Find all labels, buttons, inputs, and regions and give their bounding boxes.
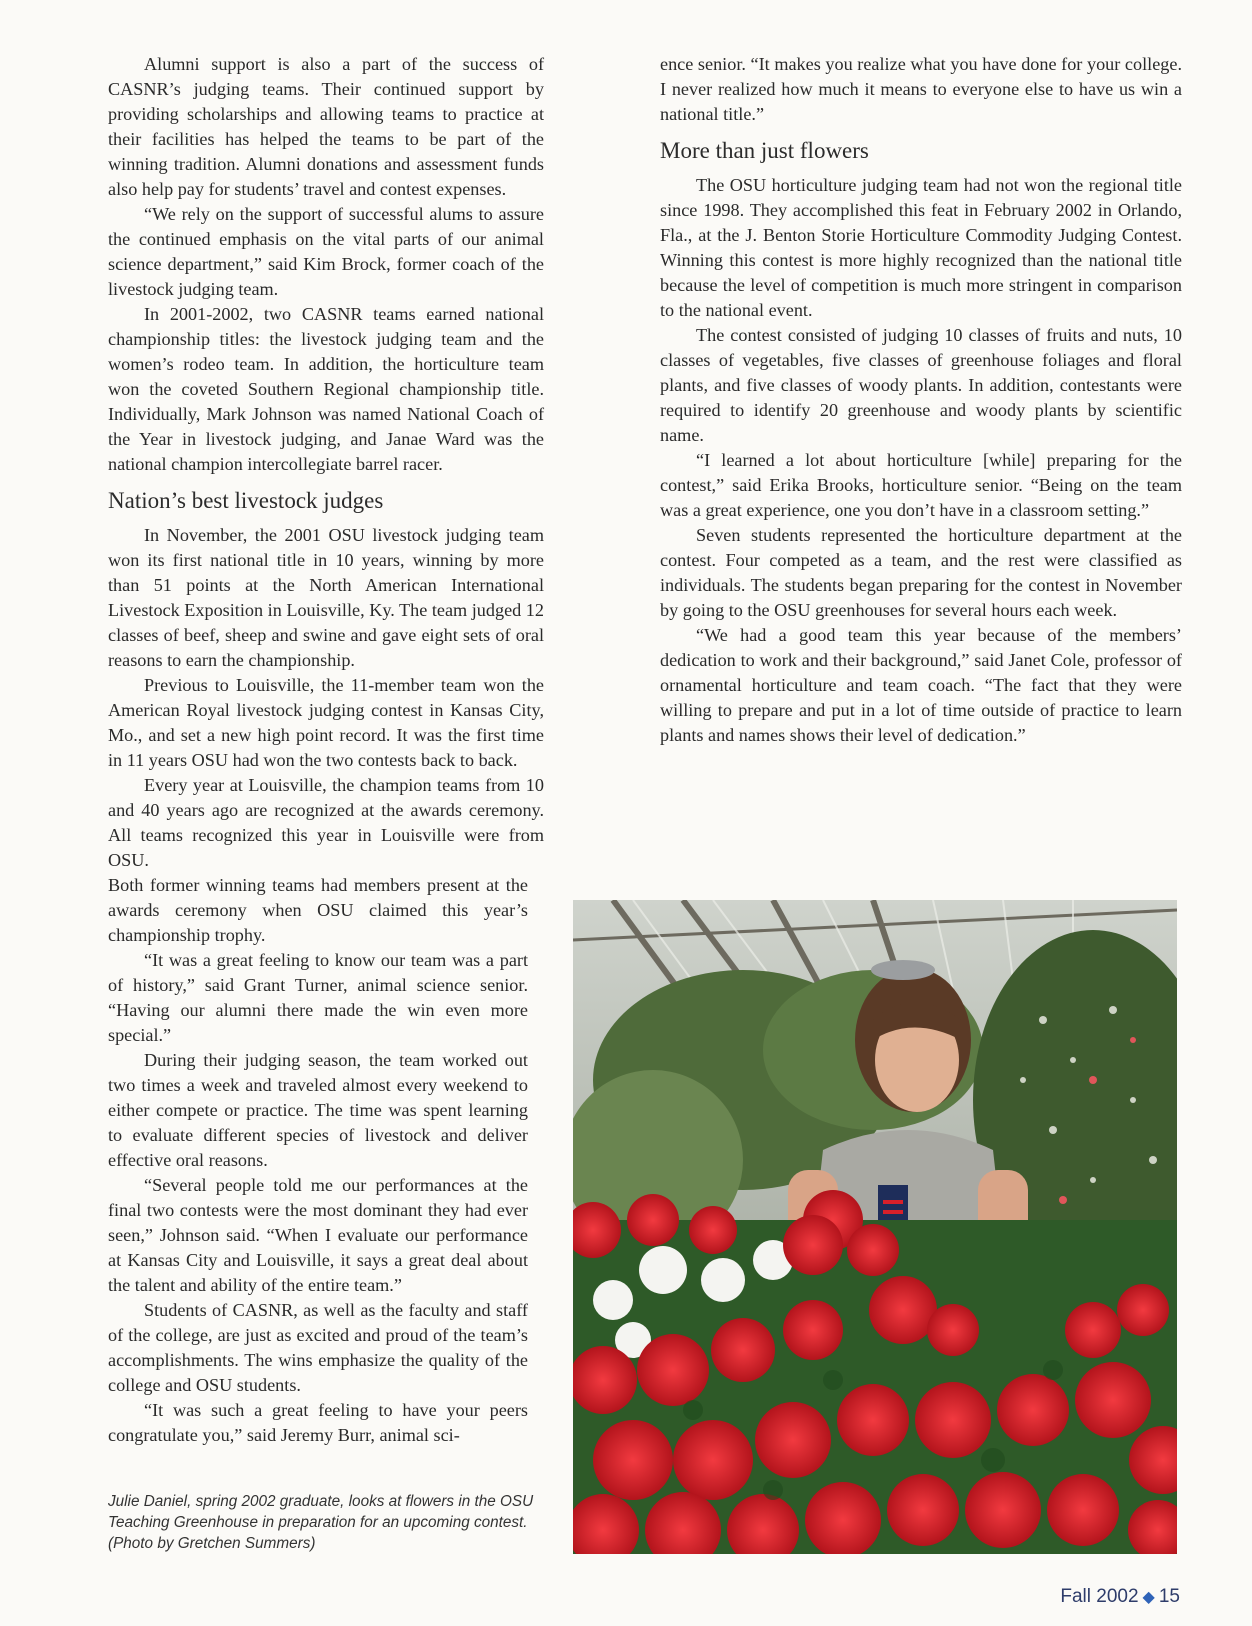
page-folio	[1020, 1586, 1180, 1608]
greenhouse-photo	[573, 900, 1177, 1554]
greenhouse-illustration	[573, 900, 1177, 1554]
right-column	[660, 52, 1180, 748]
paragraph: Seven students represented the horticulture department at the contest. Four competed as a team, and the rest were classified as individuals. The students began preparing for the contest in November by going to the OSU greenhouses for several hours each week.	[660, 525, 1182, 620]
photo-caption: Julie Daniel, spring 2002 graduate, looks at flowers in the OSU Teaching Greenhouse in preparation for an upcoming contest. (Photo by Gretchen Summers)	[108, 1493, 534, 1552]
paragraph: “We rely on the support of successful alums to assure the continued emphasis on the vital parts of our animal science department,” said Kim Brock, former coach of the livestock judging team.	[108, 204, 544, 299]
paragraph: Both former winning teams had members present at the awards ceremony when OSU claimed this year’s championship trophy.	[108, 875, 528, 945]
paragraph: “We had a good team this year because of the members’ dedication to work and their background,” said Janet Cole, professor of ornamental horticulture and team coach. “The fact that they were willing to prepare and put in a lot of time outside of practice to learn plants and names shows their level of dedication.”	[660, 625, 1182, 745]
paragraph: “It was a great feeling to know our team was a part of history,” said Grant Turner, animal science senior. “Having our alumni there made the win even more special.”	[108, 950, 528, 1045]
geranium-flowers	[573, 1190, 1177, 1554]
section-heading: Nation’s best livestock judges	[108, 488, 384, 513]
paragraph: Students of CASNR, as well as the faculty and staff of the college, are just as excited and proud of the team’s accomplishments. The wins emphasize the quality of the college and OSU students.	[108, 1300, 528, 1395]
paragraph: “I learned a lot about horticulture [while] preparing for the contest,” said Erika Brooks, horticulture senior. “Being on the team was a great experience, one you don’t have in a classroom setting.”	[660, 450, 1182, 520]
section-heading: More than just flowers	[660, 138, 869, 163]
paragraph: During their judging season, the team worked out two times a week and traveled almost every weekend to either compete or practice. The time was spent learning to evaluate different species of livestock and deliver effective oral reasons.	[108, 1050, 528, 1170]
paragraph: Alumni support is also a part of the success of CASNR’s judging teams. Their continued support by providing scholarships and allowing teams to practice at their facilities has helped the teams to be part of the winning tradition. Alumni donations and assessment funds also help pay for students’ travel and contest expenses.	[108, 54, 544, 199]
issue-label: Fall 2002	[1060, 1586, 1139, 1607]
paragraph: The OSU horticulture judging team had not won the regional title since 1998. They accomplished this feat in February 2002 in Orlando, Fla., at the J. Benton Storie Horticulture Commodity Judging Contest. Winning this contest is more highly recognized than the national title because the level of competition is much more stringent in comparison to the national event.	[660, 175, 1182, 320]
paragraph: In November, the 2001 OSU livestock judging team won its first national title in 10 years, winning by more than 51 points at the North American International Livestock Exposition in Louisville, Ky. The team judged 12 classes of beef, sheep and swine and gave eight sets of oral reasons to earn the championship.	[108, 525, 544, 670]
paragraph: ence senior. “It makes you realize what you have done for your college. I never realized how much it means to everyone else to have us win a national title.”	[660, 54, 1182, 124]
paragraph: “It was such a great feeling to have your peers congratulate you,” said Jeremy Burr, animal sci-	[108, 1400, 528, 1445]
left-column	[108, 52, 544, 1448]
diamond-icon: ◆	[1142, 1589, 1155, 1606]
paragraph: In 2001-2002, two CASNR teams earned national championship titles: the livestock judging team and the women’s rodeo team. In addition, the horticulture team won the coveted Southern Regional championship title. Individually, Mark Johnson was named National Coach of the Year in livestock judging, and Janae Ward was the national champion intercollegiate barrel racer.	[108, 304, 544, 474]
paragraph: “Several people told me our performances at the final two contests were the most dominant they had ever seen,” Johnson said. “When I evaluate our performance at Kansas City and Louisville, it says a great deal about the talent and ability of the entire team.”	[108, 1175, 528, 1295]
paragraph: The contest consisted of judging 10 classes of fruits and nuts, 10 classes of vegetables, five classes of greenhouse foliages and floral plants, and five classes of woody plants. In addition, contestants were required to identify 20 greenhouse and woody plants by scientific name.	[660, 325, 1182, 445]
paragraph: Every year at Louisville, the champion teams from 10 and 40 years ago are recognized at the awards ceremony. All teams recognized this year in Louisville were from OSU.	[108, 775, 544, 870]
page-number: 15	[1158, 1586, 1180, 1607]
paragraph: Previous to Louisville, the 11-member team won the American Royal livestock judging contest in Kansas City, Mo., and set a new high point record. It was the first time in 11 years OSU had won the two contests back to back.	[108, 675, 544, 770]
